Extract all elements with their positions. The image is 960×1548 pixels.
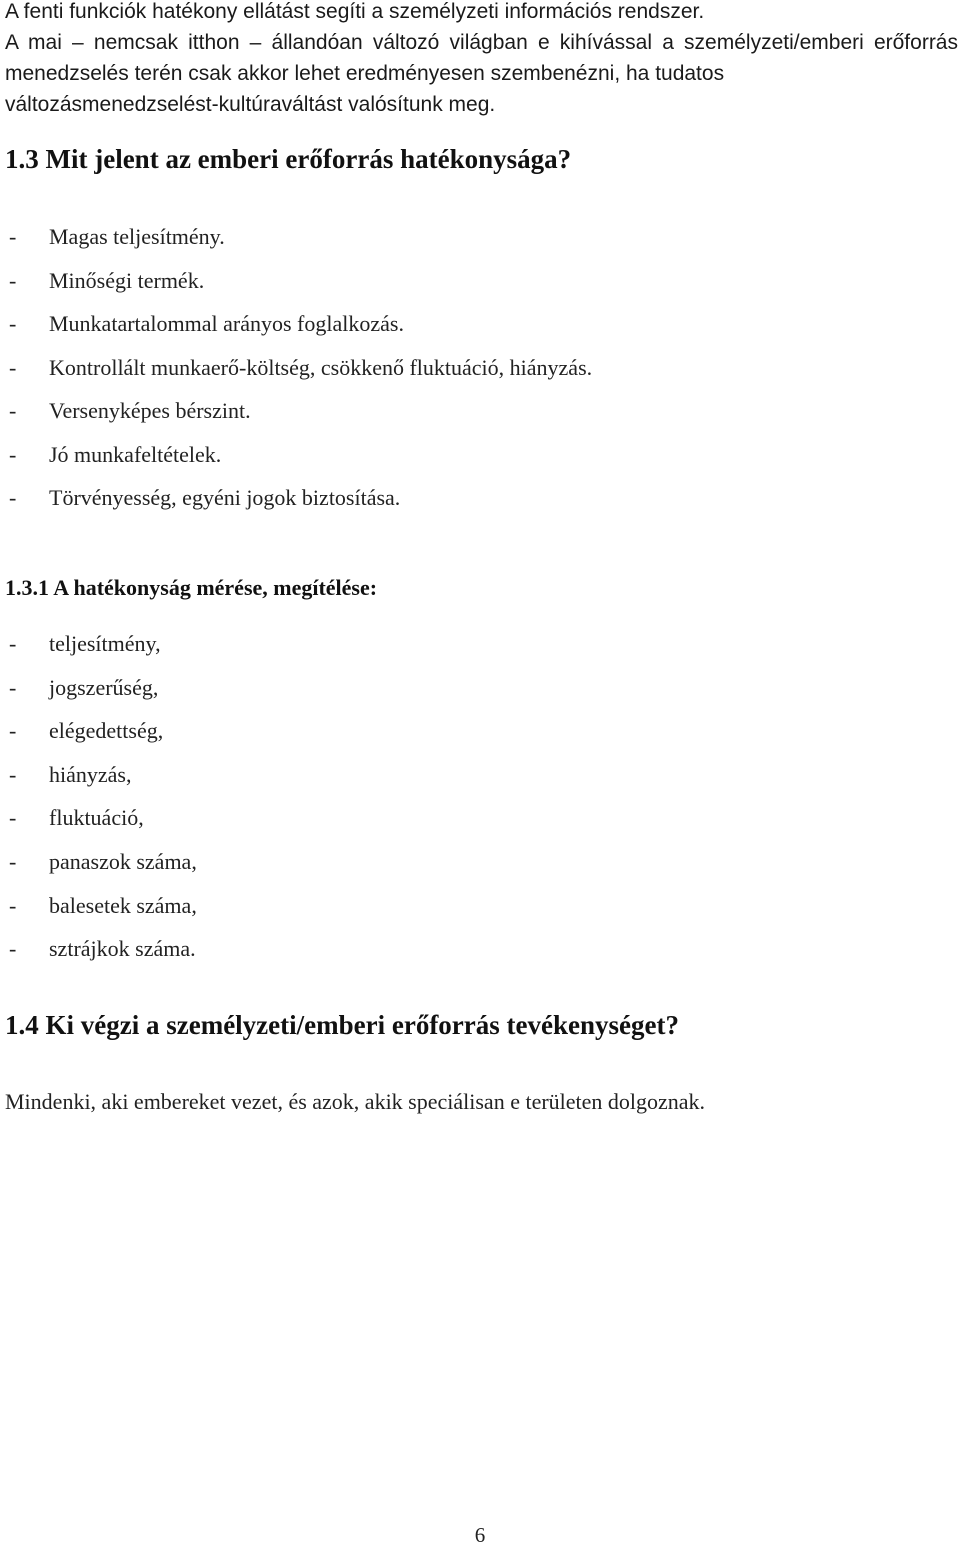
- list-dash: -: [9, 441, 17, 467]
- intro-sentence: A fenti funkciók hatékony ellátást segíti a személyzeti információs rendszer.: [5, 0, 705, 23]
- list-dash: -: [9, 398, 17, 423]
- list-item: - panaszok száma,: [9, 848, 197, 874]
- intro-text: [5, 0, 958, 120]
- list-dash: -: [9, 674, 17, 700]
- list-dash: -: [9, 718, 17, 744]
- section-heading-1-3-1: 1.3.1 A hatékonyság mérése, megítélése:: [5, 575, 378, 600]
- closing-paragraph: Mindenki, aki embereket vezet, és azok, akik speciálisan e területen dolgoznak.: [5, 1089, 706, 1114]
- list-item: - hiányzás,: [9, 761, 132, 787]
- list-item: - elégedettség,: [9, 718, 164, 744]
- list-item: - fluktuáció,: [9, 805, 144, 831]
- list-dash: -: [9, 892, 17, 918]
- list-dash: -: [9, 224, 17, 249]
- list-dash: -: [9, 485, 17, 510]
- list-dash: -: [9, 311, 17, 336]
- list-dash: -: [9, 354, 17, 380]
- list-dash: -: [9, 761, 17, 787]
- section-heading-1-4: 1.4 Ki végzi a személyzeti/emberi erőforrás tevékenységet?: [5, 1010, 679, 1040]
- list-item: - Kontrollált munkaerő-költség, csökkenő fluktuáció, hiányzás.: [9, 354, 593, 380]
- list-dash: -: [9, 631, 17, 656]
- intro-paragraph-end: változásmenedzselést-kultúraváltást valósítunk meg.: [5, 93, 496, 116]
- list-item: - Magas teljesítmény.: [9, 224, 225, 249]
- list-item: - Munkatartalommal arányos foglalkozás.: [9, 311, 404, 336]
- list-item: - Versenyképes bérszint.: [9, 398, 251, 423]
- intro-paragraph: A mai – nemcsak itthon – állandóan változó világban e kihívással a személyzeti/emberi erőforrás menedzselés terén csak akkor lehet eredményesen szembenézni, ha tudatos: [5, 31, 958, 85]
- list-dash: -: [9, 936, 17, 962]
- list-item: - Törvényesség, egyéni jogok biztosítása.: [9, 485, 401, 510]
- efficiency-list: [5, 223, 592, 528]
- list-dash: -: [9, 805, 17, 831]
- list-item: - sztrájkok száma.: [9, 936, 196, 962]
- list-dash: -: [9, 848, 17, 874]
- measurement-list: [5, 630, 197, 979]
- list-item: - Minőségi termék.: [9, 267, 205, 293]
- list-item: - jogszerűség,: [9, 674, 159, 700]
- list-item: - Jó munkafeltételek.: [9, 441, 222, 467]
- section-heading-1-3: 1.3 Mit jelent az emberi erőforrás hatékonysága?: [5, 144, 572, 174]
- list-item: - balesetek száma,: [9, 892, 197, 918]
- page-number: 6: [474, 1523, 486, 1547]
- list-item: - teljesítmény,: [9, 631, 161, 656]
- list-dash: -: [9, 267, 17, 293]
